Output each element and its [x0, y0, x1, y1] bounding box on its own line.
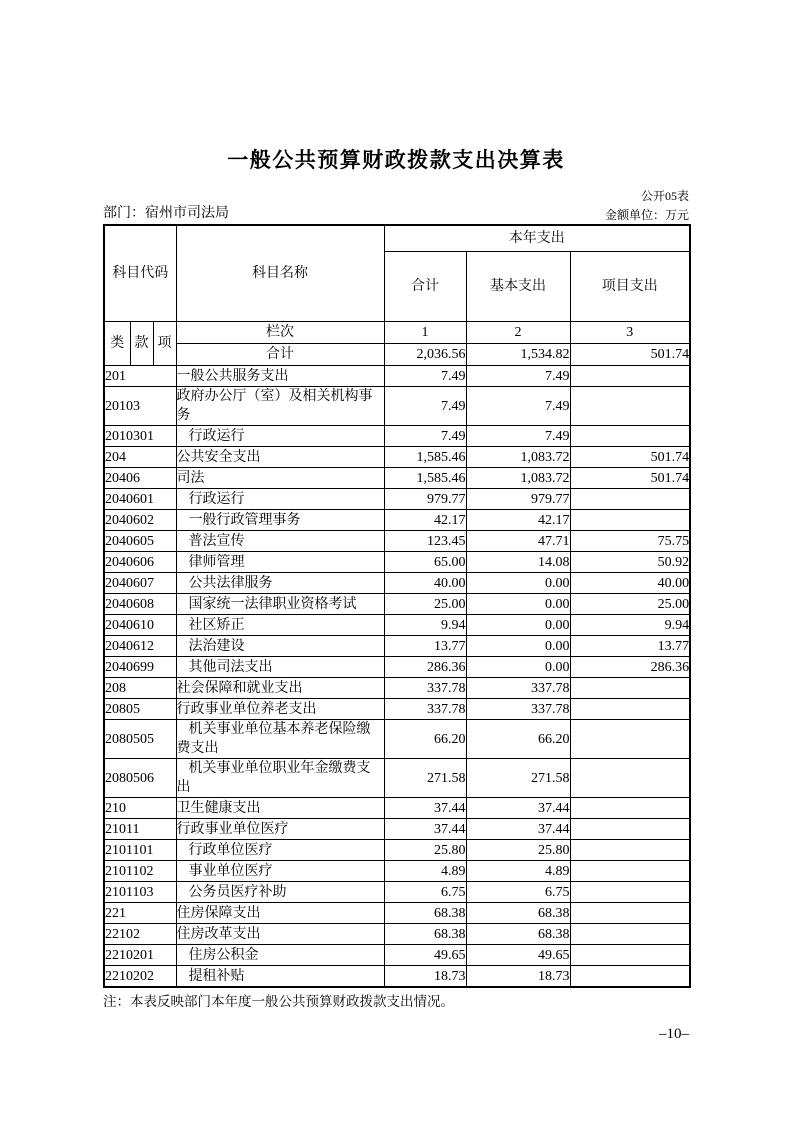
total-value-cell: 1,585.46: [384, 447, 466, 468]
subject-code-cell: 2210201: [104, 945, 176, 966]
subject-code-cell: 208: [104, 678, 176, 699]
table-row: [104, 426, 690, 447]
total-value-cell: 37.44: [384, 798, 466, 819]
header-subject-name: 科目名称: [176, 225, 384, 322]
total-value-cell: 123.45: [384, 531, 466, 552]
project-expenditure-cell: [570, 924, 690, 945]
subject-code-cell: 2040605: [104, 531, 176, 552]
column-index-2: 2: [466, 322, 570, 344]
subject-code-cell: 2101103: [104, 882, 176, 903]
total-value-cell: 7.49: [384, 426, 466, 447]
project-expenditure-cell: [570, 945, 690, 966]
total-value-cell: 1,585.46: [384, 468, 466, 489]
subject-code-cell: 2040607: [104, 573, 176, 594]
basic-expenditure-cell: 7.49: [466, 366, 570, 387]
table-row: [104, 615, 690, 636]
total-value-cell: 42.17: [384, 510, 466, 531]
page-number: –10–: [659, 1026, 689, 1042]
basic-expenditure-cell: 37.44: [466, 798, 570, 819]
department-label: 部门：宿州市司法局: [103, 206, 229, 221]
table-row: [104, 594, 690, 615]
basic-expenditure-cell: 0.00: [466, 594, 570, 615]
basic-expenditure-cell: 4.89: [466, 861, 570, 882]
total-value-cell: 9.94: [384, 615, 466, 636]
subject-code-cell: 2080506: [104, 759, 176, 798]
basic-expenditure-cell: 979.77: [466, 489, 570, 510]
subject-name-cell: 公共安全支出: [176, 447, 384, 468]
total-value-cell: 6.75: [384, 882, 466, 903]
subject-code-cell: 22102: [104, 924, 176, 945]
total-value-cell: 37.44: [384, 819, 466, 840]
total-value-cell: 25.80: [384, 840, 466, 861]
subject-name-cell: 卫生健康支出: [176, 798, 384, 819]
subject-name-cell: 住房公积金: [176, 945, 384, 966]
total-value-cell: 65.00: [384, 552, 466, 573]
total-value-cell: 13.77: [384, 636, 466, 657]
project-expenditure-cell: [570, 840, 690, 861]
subject-name-cell: 一般公共服务支出: [176, 366, 384, 387]
grand-total-total: 2,036.56: [384, 344, 466, 366]
subject-code-cell: 21011: [104, 819, 176, 840]
total-value-cell: 68.38: [384, 903, 466, 924]
subject-code-cell: 2101101: [104, 840, 176, 861]
column-index-1: 1: [384, 322, 466, 344]
form-code-label: 公开05表: [640, 189, 689, 203]
subject-name-cell: 一般行政管理事务: [176, 510, 384, 531]
project-expenditure-cell: [570, 882, 690, 903]
table-row: [104, 573, 690, 594]
table-row: [104, 636, 690, 657]
project-expenditure-cell: 501.74: [570, 468, 690, 489]
table-row: [104, 468, 690, 489]
header-project-expenditure: 项目支出: [570, 252, 690, 322]
subject-name-cell: 普法宣传: [176, 531, 384, 552]
project-expenditure-cell: [570, 720, 690, 759]
subject-code-cell: 2040602: [104, 510, 176, 531]
subject-name-cell: 律师管理: [176, 552, 384, 573]
expenditure-table: [103, 224, 691, 988]
basic-expenditure-cell: 25.80: [466, 840, 570, 861]
table-row: [104, 657, 690, 678]
subject-code-cell: 2040610: [104, 615, 176, 636]
subject-name-cell: 提租补贴: [176, 966, 384, 988]
project-expenditure-cell: [570, 510, 690, 531]
grand-total-project: 501.74: [570, 344, 690, 366]
project-expenditure-cell: 25.00: [570, 594, 690, 615]
table-row: [104, 903, 690, 924]
table-row: [104, 699, 690, 720]
total-value-cell: 4.89: [384, 861, 466, 882]
table-note: 注：本表反映部门本年度一般公共预算财政拨款支出情况。: [103, 994, 454, 1009]
project-expenditure-cell: [570, 699, 690, 720]
subject-code-cell: 2210202: [104, 966, 176, 988]
table-row: [104, 966, 690, 988]
total-value-cell: 66.20: [384, 720, 466, 759]
basic-expenditure-cell: 0.00: [466, 615, 570, 636]
basic-expenditure-cell: 68.38: [466, 903, 570, 924]
table-row: [104, 840, 690, 861]
subject-code-cell: 204: [104, 447, 176, 468]
table-row: [104, 510, 690, 531]
basic-expenditure-cell: 42.17: [466, 510, 570, 531]
table-row: [104, 945, 690, 966]
subject-code-cell: 201: [104, 366, 176, 387]
header-total: 合计: [384, 252, 466, 322]
page-title: 一般公共预算财政拨款支出决算表: [227, 148, 565, 172]
grand-total-label: 合计: [176, 344, 384, 366]
basic-expenditure-cell: 271.58: [466, 759, 570, 798]
meta-row: [103, 206, 689, 222]
subject-code-cell: 210: [104, 798, 176, 819]
project-expenditure-cell: 501.74: [570, 447, 690, 468]
basic-expenditure-cell: 1,083.72: [466, 447, 570, 468]
header-item: 项: [153, 322, 176, 366]
project-expenditure-cell: [570, 489, 690, 510]
column-index-3: 3: [570, 322, 690, 344]
subject-name-cell: 社区矫正: [176, 615, 384, 636]
subject-code-cell: 2040699: [104, 657, 176, 678]
subject-code-cell: 2040606: [104, 552, 176, 573]
table-row: [104, 387, 690, 426]
subject-name-cell: 机关事业单位基本养老保险缴费支出: [176, 720, 384, 759]
subject-name-cell: 司法: [176, 468, 384, 489]
subject-name-cell: 机关事业单位职业年金缴费支出: [176, 759, 384, 798]
project-expenditure-cell: 9.94: [570, 615, 690, 636]
project-expenditure-cell: [570, 426, 690, 447]
subject-code-cell: 2010301: [104, 426, 176, 447]
header-section: 款: [130, 322, 153, 366]
project-expenditure-cell: [570, 966, 690, 988]
header-class: 类: [104, 322, 130, 366]
subject-name-cell: 政府办公厅（室）及相关机构事务: [176, 387, 384, 426]
basic-expenditure-cell: 337.78: [466, 699, 570, 720]
basic-expenditure-cell: 66.20: [466, 720, 570, 759]
grand-total-row: [104, 344, 690, 366]
total-value-cell: 337.78: [384, 678, 466, 699]
subject-code-cell: 20103: [104, 387, 176, 426]
basic-expenditure-cell: 0.00: [466, 636, 570, 657]
basic-expenditure-cell: 337.78: [466, 678, 570, 699]
subject-name-cell: 公务员医疗补助: [176, 882, 384, 903]
total-value-cell: 7.49: [384, 387, 466, 426]
header-current-year-expenditure: 本年支出: [384, 225, 690, 252]
total-value-cell: 49.65: [384, 945, 466, 966]
project-expenditure-cell: 13.77: [570, 636, 690, 657]
project-expenditure-cell: [570, 903, 690, 924]
total-value-cell: 25.00: [384, 594, 466, 615]
table-row: [104, 489, 690, 510]
total-value-cell: 18.73: [384, 966, 466, 988]
table-row: [104, 798, 690, 819]
subject-name-cell: 住房改革支出: [176, 924, 384, 945]
project-expenditure-cell: 75.75: [570, 531, 690, 552]
subject-name-cell: 事业单位医疗: [176, 861, 384, 882]
total-value-cell: 68.38: [384, 924, 466, 945]
subject-code-cell: 20406: [104, 468, 176, 489]
basic-expenditure-cell: 37.44: [466, 819, 570, 840]
subject-code-cell: 221: [104, 903, 176, 924]
project-expenditure-cell: [570, 387, 690, 426]
header-subject-code: 科目代码: [104, 225, 176, 322]
subject-name-cell: 行政运行: [176, 489, 384, 510]
subject-name-cell: 国家统一法律职业资格考试: [176, 594, 384, 615]
project-expenditure-cell: [570, 861, 690, 882]
table-row: [104, 447, 690, 468]
grand-total-basic: 1,534.82: [466, 344, 570, 366]
basic-expenditure-cell: 1,083.72: [466, 468, 570, 489]
subject-code-cell: 2040601: [104, 489, 176, 510]
unit-label: 金额单位：万元: [604, 208, 689, 222]
subject-code-cell: 2080505: [104, 720, 176, 759]
basic-expenditure-cell: 18.73: [466, 966, 570, 988]
total-value-cell: 286.36: [384, 657, 466, 678]
table-row: [104, 759, 690, 798]
total-value-cell: 40.00: [384, 573, 466, 594]
subject-code-cell: 2101102: [104, 861, 176, 882]
basic-expenditure-cell: 0.00: [466, 657, 570, 678]
basic-expenditure-cell: 7.49: [466, 387, 570, 426]
header-basic-expenditure: 基本支出: [466, 252, 570, 322]
project-expenditure-cell: [570, 759, 690, 798]
subject-name-cell: 行政单位医疗: [176, 840, 384, 861]
subject-name-cell: 住房保障支出: [176, 903, 384, 924]
subject-name-cell: 社会保障和就业支出: [176, 678, 384, 699]
table-row: [104, 861, 690, 882]
table-row: [104, 819, 690, 840]
table-row: [104, 531, 690, 552]
subject-code-cell: 20805: [104, 699, 176, 720]
project-expenditure-cell: 50.92: [570, 552, 690, 573]
project-expenditure-cell: 286.36: [570, 657, 690, 678]
total-value-cell: 337.78: [384, 699, 466, 720]
project-expenditure-cell: [570, 366, 690, 387]
total-value-cell: 979.77: [384, 489, 466, 510]
basic-expenditure-cell: 6.75: [466, 882, 570, 903]
basic-expenditure-cell: 0.00: [466, 573, 570, 594]
total-value-cell: 7.49: [384, 366, 466, 387]
basic-expenditure-cell: 7.49: [466, 426, 570, 447]
table-row: [104, 882, 690, 903]
table-row: [104, 678, 690, 699]
subject-name-cell: 其他司法支出: [176, 657, 384, 678]
page-content: [103, 0, 689, 1043]
column-index-label: 栏次: [176, 322, 384, 344]
subject-name-cell: 行政事业单位养老支出: [176, 699, 384, 720]
table-row: [104, 552, 690, 573]
subject-name-cell: 法治建设: [176, 636, 384, 657]
basic-expenditure-cell: 47.71: [466, 531, 570, 552]
subject-name-cell: 公共法律服务: [176, 573, 384, 594]
basic-expenditure-cell: 14.08: [466, 552, 570, 573]
project-expenditure-cell: 40.00: [570, 573, 690, 594]
table-row: [104, 924, 690, 945]
table-row: [104, 720, 690, 759]
project-expenditure-cell: [570, 819, 690, 840]
subject-code-cell: 2040612: [104, 636, 176, 657]
table-body: [104, 366, 690, 988]
basic-expenditure-cell: 68.38: [466, 924, 570, 945]
project-expenditure-cell: [570, 678, 690, 699]
basic-expenditure-cell: 49.65: [466, 945, 570, 966]
table-row: [104, 366, 690, 387]
subject-name-cell: 行政事业单位医疗: [176, 819, 384, 840]
project-expenditure-cell: [570, 798, 690, 819]
total-value-cell: 271.58: [384, 759, 466, 798]
subject-code-cell: 2040608: [104, 594, 176, 615]
subject-name-cell: 行政运行: [176, 426, 384, 447]
